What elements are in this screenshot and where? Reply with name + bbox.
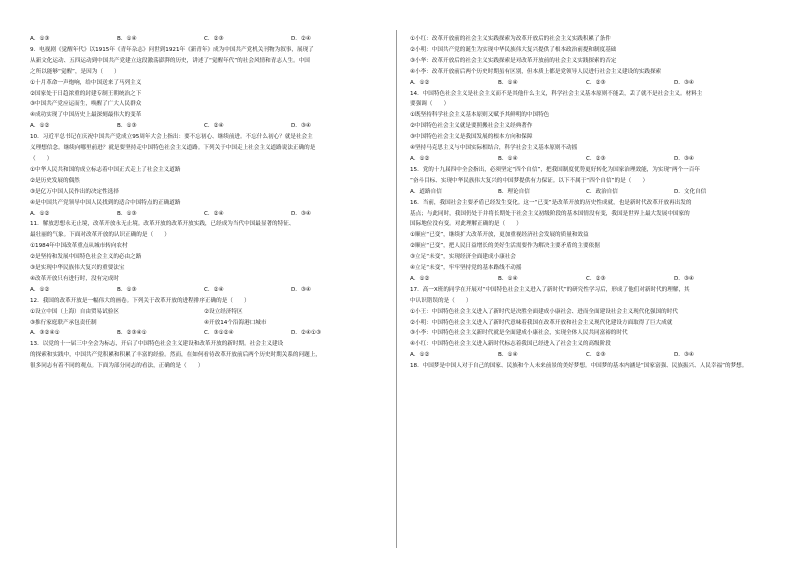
answer-option: D．③④ bbox=[674, 275, 694, 282]
answer-option: ③推行家庭联产承包责任制 bbox=[30, 319, 97, 326]
question-text-line: 义理想信念。继续向哪里前进？就是要坚持走中国特色社会主义道路。下列关于中国走上社会主义道路说法正确的是 bbox=[30, 145, 316, 152]
question-text-line: 14．中国特色社会主义是社会主义而不是其他什么主义，科学社会主义基本原则不能丢，丢了就不是社会主义。材料主 bbox=[410, 90, 703, 97]
question-text-line: ③小华：改革开放后的社会主义实践探索是对改革开放前的社会主义实践探索的否定 bbox=[410, 57, 617, 64]
answer-option: B．①④ bbox=[498, 79, 518, 86]
question-text-line: ④坚持马克思主义与中国实际相结合，科学社会主义基本原则不动摇 bbox=[410, 145, 578, 152]
answer-option: C．②③ bbox=[586, 352, 606, 359]
question-text-line: ②中国特色社会主义就是要照搬社会主义经典著作 bbox=[410, 123, 533, 130]
answer-option: C．②③ bbox=[204, 36, 224, 42]
question-text-line: 12．我国的改革开放是一幅伟大的画卷。下列关于改革开放的进程排序正确的是（ ） bbox=[30, 297, 250, 304]
answer-option: A．①② bbox=[410, 352, 430, 359]
question-text-line: 10．习近平总书记在庆祝中国共产党成立95周年大会上指出：要不忘初心、继续前进。不忘什么初心？就是社会主 bbox=[30, 134, 313, 141]
answer-options-row bbox=[30, 328, 378, 339]
question-text-line: 13．以党的十一届三中全会为标志，开启了中国特色社会主义建设和改革开放的新时期。社会主义建设 bbox=[30, 341, 284, 348]
answer-option: B．②③④① bbox=[117, 330, 147, 337]
question-text-line: 15．党的十九届四中全会指出，必须坚定“四个自信”，把我国制度优势更好转化为国家治理效能，为实现“两个一百年 bbox=[410, 166, 700, 173]
question-text-line: ①小王：中国特色社会主义进入了新时代是决胜全面建成小康社会、进而全面建设社会主义现代化强国的时代 bbox=[410, 308, 678, 315]
question-text-line: 基点；与此同时，我国仍处于并将长期处于社会主义初级阶段的基本国情没有变，我国是世界上最大发展中国家的 bbox=[410, 210, 690, 217]
answer-option: B．①④ bbox=[498, 155, 518, 162]
question-text-line: 18．中国梦是中国人对于自己的国家、民族和个人未来前景的美好梦想。中国梦的基本内涵是“国家富强、民族振兴、人民幸福”的梦想。 bbox=[410, 363, 748, 370]
question-text-line: 中认识错误的是（ ） bbox=[410, 297, 472, 304]
answer-option: D．②④ bbox=[291, 36, 311, 42]
answer-option: A．①② bbox=[410, 79, 430, 86]
left-column bbox=[30, 34, 378, 372]
answer-option: D．②④①③ bbox=[291, 330, 321, 337]
answer-option: B．①④ bbox=[498, 275, 518, 282]
answer-options-row bbox=[410, 154, 762, 165]
answer-options-row bbox=[30, 121, 378, 132]
question-text-line: 最壮丽的气象。下面对改革开放的认识正确的是（ ） bbox=[30, 232, 170, 239]
answer-option: A．①② bbox=[410, 275, 430, 282]
answer-options-row bbox=[30, 285, 378, 296]
question-text-line: ①十月革命一声炮响，给中国送来了马列主义 bbox=[30, 79, 142, 86]
question-text-line: ①小红：改革开放前的社会主义实践探索为改革开放后的社会主义实践积累了条件 bbox=[410, 36, 611, 42]
answer-option: A．①③ bbox=[30, 36, 50, 42]
question-text-line: ②国家处于日趋浓重的封建专制王朝统治之下 bbox=[30, 90, 142, 97]
question-text-line: ③小李：中国特色社会主义新时代就是全面建成小康社会，实现全体人民共同富裕的时代 bbox=[410, 330, 628, 337]
question-text-line: ④小李：改革开放前后两个历史时期虽有区别，但本质上都是党领导人民进行社会主义建设的实践探索 bbox=[410, 68, 662, 75]
answer-option: C．②④ bbox=[204, 210, 224, 217]
question-text-line: ③中国特色社会主义是我国发展的根本方向和保障 bbox=[410, 134, 533, 141]
answer-option: C．②③ bbox=[586, 79, 606, 86]
answer-options-row bbox=[30, 307, 378, 318]
question-text-line: 要强调（ ） bbox=[410, 101, 450, 108]
question-text-line: ①中华人民共和国的成立标志着中国正式走上了社会主义道路 bbox=[30, 166, 181, 173]
question-text-line: ”奋斗目标、实现中华民族伟大复兴的中国梦提供有力保证。以下不属于“四个自信”的是（ ） bbox=[410, 177, 649, 184]
question-text-line: ④立足“未变”，牢牢坚持党的基本路线不动摇 bbox=[410, 265, 522, 272]
answer-option bbox=[291, 318, 378, 329]
question-text-line: 很多同志有着不同的观点。下面为部分同志的看法，正确的是（ ） bbox=[30, 363, 204, 370]
answer-options-row bbox=[410, 78, 762, 89]
answer-option: D．③④ bbox=[291, 123, 311, 130]
answer-option: B．①③ bbox=[117, 286, 137, 293]
question-text-line: ③是亿万中国人民作出的决定性选择 bbox=[30, 188, 119, 195]
question-text-line: ③中国共产党应运而生，唤醒了广大人民群众 bbox=[30, 101, 142, 108]
answer-option: B．①④ bbox=[498, 352, 518, 359]
question-text-line: ②顺应“已变”，把人民日益增长的美好生活需要作为解决主要矛盾的主要依据 bbox=[410, 243, 600, 250]
answer-option: ①设立中国（上海）自由贸易试验区 bbox=[30, 308, 119, 315]
answer-option: A．①② bbox=[410, 155, 430, 162]
question-text-line: ①1984年中国改革重点从城市转向农村 bbox=[30, 243, 128, 250]
answer-option: B．理论自信 bbox=[498, 188, 530, 195]
answer-option bbox=[117, 307, 204, 318]
question-text-line: 16．当前，我国社会主要矛盾已经发生变化。这一“已变”是改革开放的历史性成就，也是新时代改革开放再出发的 bbox=[410, 199, 692, 206]
answer-options-row bbox=[30, 318, 378, 329]
answer-option: A．道路自信 bbox=[410, 188, 442, 195]
answer-options-row bbox=[410, 274, 762, 285]
answer-option: D．③④ bbox=[674, 155, 694, 162]
answer-option: A．③②④① bbox=[30, 330, 60, 337]
answer-option: C．②④ bbox=[204, 123, 224, 130]
answer-options-row bbox=[410, 187, 762, 198]
question-text-line: ②是坚持和发展中国特色社会主义的必由之路 bbox=[30, 254, 142, 261]
question-text-line: 9．电视剧《觉醒年代》以1915年《青年杂志》问世到1921年《新青年》成为中国共产党机关刊物为叙事，展现了 bbox=[30, 46, 314, 53]
question-text-line: ②小明：中国特色社会主义进入了新时代意味着我国在改革开放和社会主义现代化建设方面取得了巨大成就 bbox=[410, 319, 673, 326]
answer-option: C．②③ bbox=[586, 275, 606, 282]
answer-option: C．②④ bbox=[204, 286, 224, 293]
question-text-line: ④是中国共产党领导中国人民找到的适合中国特点的正确道路 bbox=[30, 199, 181, 206]
answer-options-row bbox=[30, 34, 378, 45]
question-text-line: （ ） bbox=[30, 155, 53, 162]
answer-option: B．①③ bbox=[117, 210, 137, 217]
answer-option bbox=[117, 318, 204, 329]
answer-option: A．①② bbox=[30, 286, 50, 293]
answer-option: A．①② bbox=[30, 210, 50, 217]
question-text-line: ④改革开放只有进行时，没有完成时 bbox=[30, 275, 119, 282]
answer-option: D．③④ bbox=[291, 286, 311, 293]
answer-option: D．③④ bbox=[674, 79, 694, 86]
question-text-line: ④小红：中国特色社会主义进入新时代标志着我国已经进入了社会主义的高级阶段 bbox=[410, 341, 611, 348]
answer-option bbox=[291, 307, 378, 318]
column-divider bbox=[396, 30, 397, 548]
question-text-line: 的探索和实践中，中国共产党积累和积累了丰富的经验。然而，在如何看待改革开放前后两个历史时期关系的问题上， bbox=[30, 352, 321, 359]
question-text-line: ②是历史发展的偶然 bbox=[30, 177, 80, 184]
question-text-line: 17．高一X班的同学在开展对“中国特色社会主义进入了新时代”的研究性学习后，形成了他们对新时代的理解，其 bbox=[410, 286, 690, 293]
answer-option: B．①④ bbox=[117, 36, 137, 42]
question-text-line: ④成功实现了中国历史上最深刻最伟大的变革 bbox=[30, 112, 142, 119]
question-text-line: 国际地位没有变。对此理解正确的是（ ） bbox=[410, 221, 522, 228]
answer-option: ④开放14个沿海港口城市 bbox=[204, 319, 267, 326]
question-text-line: ②小明：中国共产党的诞生为实现中华民族伟大复兴提供了根本政治前提和制度基础 bbox=[410, 46, 617, 53]
answer-option: D．③④ bbox=[291, 210, 311, 217]
answer-option: C．③①②④ bbox=[204, 330, 234, 337]
question-text-line: ①顺应“已变”，继续扩大改革开放，更加重视经济社会发展的质量和效益 bbox=[410, 232, 589, 239]
right-column bbox=[410, 34, 762, 372]
answer-options-row bbox=[410, 350, 762, 361]
answer-option: ②设立经济特区 bbox=[204, 308, 243, 315]
answer-option: A．①② bbox=[30, 123, 50, 130]
answer-option: D．③④ bbox=[674, 352, 694, 359]
answer-option: B．①③ bbox=[117, 123, 137, 130]
question-text-line: 之所以能够“觉醒”，是因为（ ） bbox=[30, 68, 120, 75]
question-text-line: ③立足“未变”，实现经济全面建成小康社会 bbox=[410, 254, 516, 261]
answer-option: D．文化自信 bbox=[674, 188, 707, 195]
question-text-line: 11．解放思想永无止境，改革开放永无止境。改革开放的改革开放实践，已经成为当代中国最显著的特征、 bbox=[30, 221, 295, 228]
question-text-line: ③是实现中华民族伟大复兴的重要法宝 bbox=[30, 265, 125, 272]
question-text-line: ①既坚持科学社会主义基本原则又赋予其鲜明的中国特色 bbox=[410, 112, 550, 119]
question-text-line: 从新文化运动、五四运动到中国共产党建立这段激荡澎湃的历史，讲述了“觉醒年代”的社会风情和青志人生。中国 bbox=[30, 57, 310, 64]
answer-options-row bbox=[30, 209, 378, 220]
answer-option: C．②③ bbox=[586, 155, 606, 162]
answer-option: C．政治自信 bbox=[586, 188, 618, 195]
